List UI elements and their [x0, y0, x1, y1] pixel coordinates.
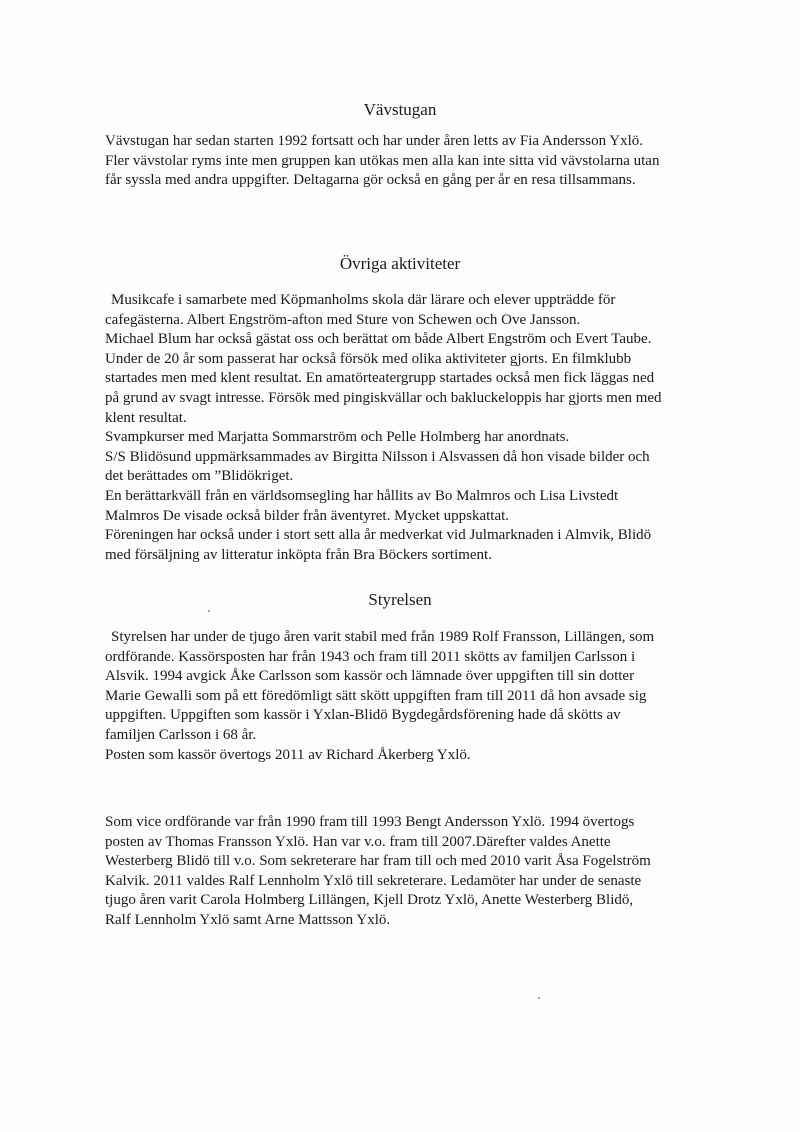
text-line: posten av Thomas Fransson Yxlö. Han var v.o. fram till 2007.Därefter valdes Anette [105, 833, 611, 850]
text-line: Kalvik. 2011 valdes Ralf Lennholm Yxlö till sekreterare. Ledamöter har under de senaste [105, 872, 642, 889]
text-line: Ralf Lennholm Yxlö samt Arne Mattsson Yxlö. [105, 911, 391, 928]
text-line: på grund av svagt intresse. Försök med pingiskvällar och bakluckeloppis har gjorts men med [105, 389, 662, 406]
text-line: får syssla med andra uppgifter. Deltagarna gör också en gång per år en resa tillsammans. [105, 172, 636, 189]
text-line: Alsvik. 1994 avgick Åke Carlsson som kassör och lämnade över uppgiften till sin dotter [105, 668, 635, 685]
text-line: Marie Gewalli som på ett föredömligt sätt skött uppgiften fram till 2011 då hon avsade sig [105, 687, 647, 704]
scan-speck [538, 997, 540, 999]
paragraph-vice-ordforande [105, 813, 725, 931]
text-line: Svampkurser med Marjatta Sommarström och Pelle Holmberg har anordnats. [105, 429, 570, 446]
text-line: Musikcafe i samarbete med Köpmanholms skola där lärare och elever uppträdde för [111, 292, 616, 308]
text-line: Fler vävstolar ryms inte men gruppen kan utökas men alla kan inte sitta vid vävstolarna utan [105, 152, 660, 169]
text-line: Som vice ordförande var från 1990 fram till 1993 Bengt Andersson Yxlö. 1994 övertogs [105, 814, 635, 830]
text-line: Vävstugan har sedan starten 1992 fortsatt och har under åren letts av Fia Andersson Yxlö. [105, 133, 644, 149]
text-line: med försäljning av litteratur inköpta från Bra Böckers sortiment. [105, 546, 492, 563]
text-line: familjen Carlsson i 68 år. [105, 726, 257, 743]
section-heading-ovriga-aktiviteter: Övriga aktiviteter [339, 254, 461, 273]
text-line: En berättarkväll från en världsomsegling har hållits av Bo Malmros och Lisa Livstedt [105, 487, 619, 504]
text-line: cafegästerna. Albert Engström-afton med Sture von Schewen och Ove Jansson. [105, 311, 581, 328]
scan-speck [208, 610, 210, 612]
text-line: det berättades om ”Blidökriget. [105, 468, 294, 485]
text-line: klent resultat. [105, 409, 187, 426]
section-heading-vavstugan: Vävstugan [363, 100, 437, 119]
text-line: Styrelsen har under de tjugo åren varit stabil med från 1989 Rolf Fransson, Lillängen, som [111, 629, 655, 645]
paragraph-ovriga-aktiviteter [105, 291, 725, 565]
text-line: Föreningen har också under i stort sett alla år medverkat vid Julmarknaden i Almvik, Blidö [105, 527, 652, 544]
text-line: Westerberg Blidö till v.o. Som sekreterare har fram till och med 2010 varit Åsa Fogelström [105, 853, 651, 870]
text-line: S/S Blidösund uppmärksammades av Birgitta Nilsson i Alsvassen då hon visade bilder och [105, 448, 650, 465]
paragraph-vavstugan [105, 132, 725, 191]
text-line: tjugo åren varit Carola Holmberg Lillängen, Kjell Drotz Yxlö, Anette Westerberg Blidö, [105, 892, 634, 909]
text-line: ordförande. Kassörsposten har från 1943 och fram till 2011 skötts av familjen Carlsson i [105, 648, 636, 665]
text-line: startades men med klent resultat. En amatörteatergrupp startades också men fick läggas ned [105, 370, 655, 387]
text-line: uppgiften. Uppgiften som kassör i Yxlan-Blidö Bygdegårdsförening hade då skötts av [105, 707, 621, 724]
paragraph-styrelsen [105, 628, 725, 765]
section-heading-styrelsen: Styrelsen [368, 590, 432, 609]
text-line: Michael Blum har också gästat oss och berättat om både Albert Engström och Evert Taube. [105, 331, 652, 348]
text-line: Posten som kassör övertogs 2011 av Richard Åkerberg Yxlö. [105, 746, 471, 763]
text-line: Malmros De visade också bilder från äventyret. Mycket uppskattat. [105, 507, 510, 524]
text-line: Under de 20 år som passerat har också försök med olika aktiviteter gjorts. En filmklubb [105, 350, 632, 367]
